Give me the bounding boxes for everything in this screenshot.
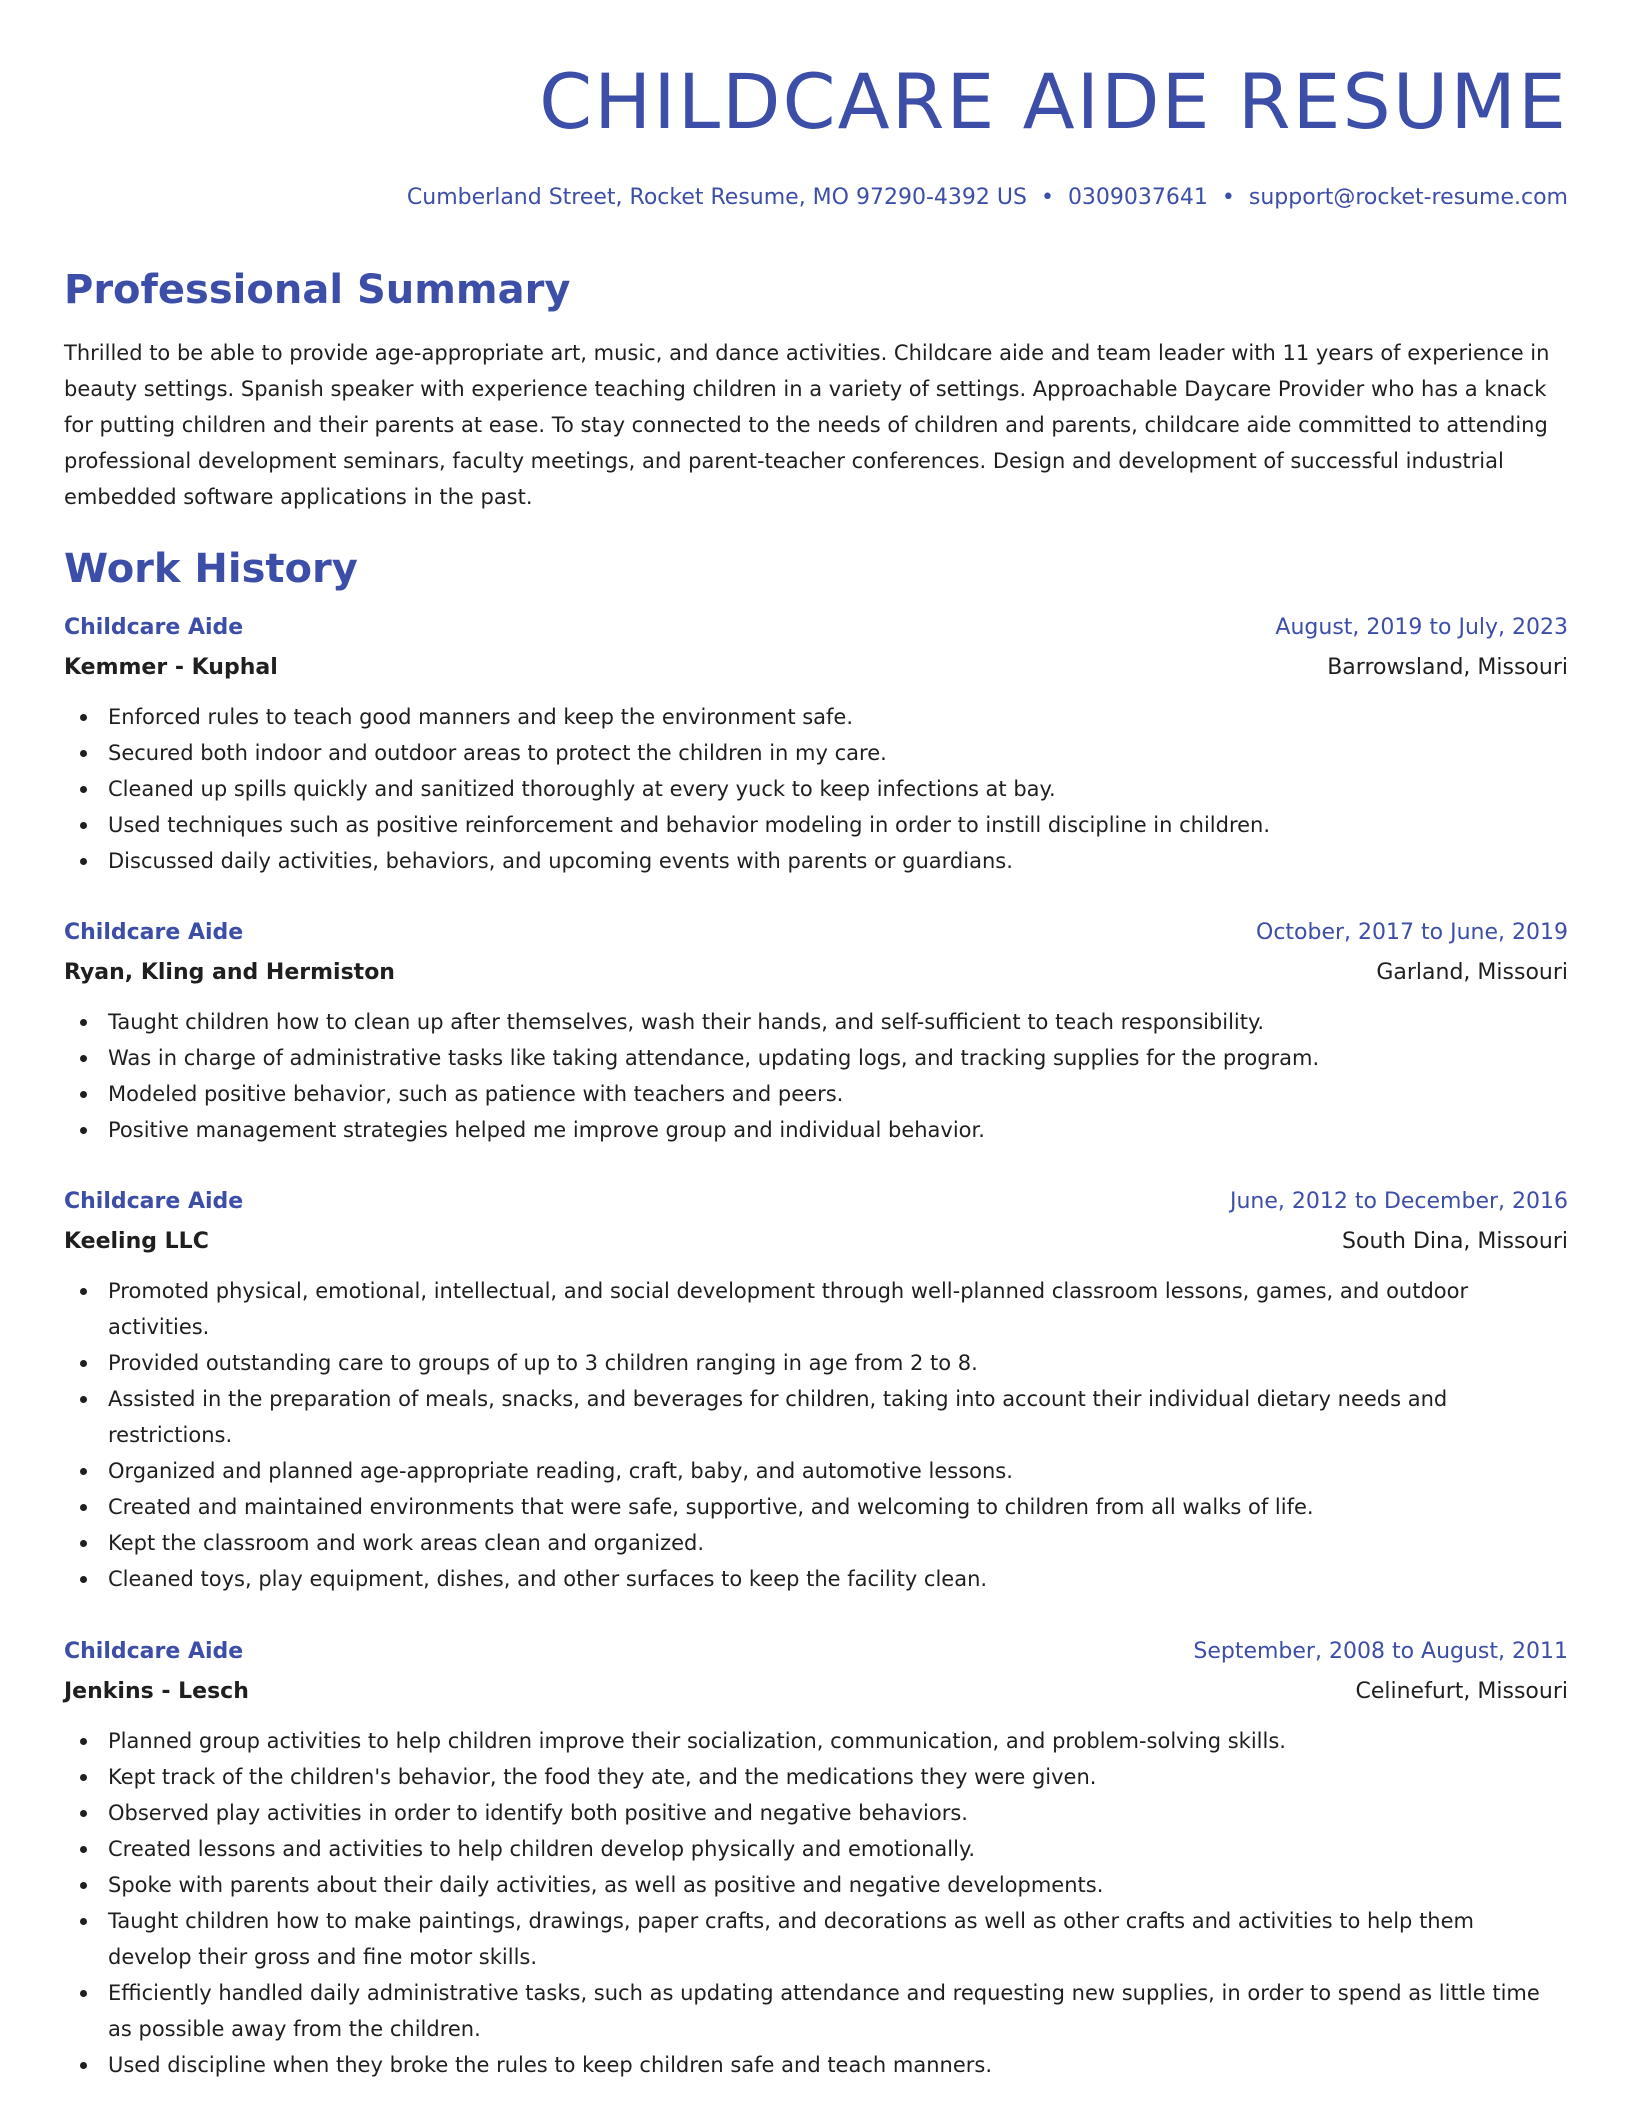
list-item: Taught children how to clean up after themselves, wash their hands, and self-sufficient to teach responsibility. [108,1004,1568,1040]
list-item: Secured both indoor and outdoor areas to protect the children in my care. [108,735,1568,771]
contact-line [407,178,1568,218]
job-company: Jenkins - Lesch [64,1678,249,1704]
list-item: Planned group activities to help children improve their socialization, communication, and problem-solving skills. [108,1723,1568,1759]
list-item: Kept the classroom and work areas clean and organized. [108,1525,1568,1561]
job-title: Childcare Aide [64,614,244,640]
work-history-heading: Work History [64,546,358,592]
list-item: Cleaned up spills quickly and sanitized thoroughly at every yuck to keep infections at bay. [108,771,1568,807]
list-item: Used discipline when they broke the rules to keep children safe and teach manners. [108,2047,1568,2083]
job-company: Keeling LLC [64,1228,209,1254]
job-header-row [64,607,1568,647]
resume-title: CHILDCARE AIDE RESUME [539,57,1568,146]
job-dates: October, 2017 to June, 2019 [1256,919,1568,945]
list-item: Positive management strategies helped me improve group and individual behavior. [108,1112,1568,1148]
job-dates: August, 2019 to July, 2023 [1275,614,1568,640]
list-item: Assisted in the preparation of meals, snacks, and beverages for children, taking into account their individual dietary needs and restrictions. [108,1381,1568,1453]
list-item: Organized and planned age-appropriate reading, craft, baby, and automotive lessons. [108,1453,1568,1489]
contact-address: Cumberland Street, Rocket Resume, MO 97290-4392 US [406,185,1027,210]
job-entry [64,1181,1568,1597]
list-item: Spoke with parents about their daily activities, as well as positive and negative developments. [108,1867,1568,1903]
list-item: Used techniques such as positive reinforcement and behavior modeling in order to instill discipline in children. [108,807,1568,843]
job-company: Kemmer - Kuphal [64,654,278,680]
contact-phone: 0309037641 [1067,185,1208,210]
list-item: Cleaned toys, play equipment, dishes, and other surfaces to keep the facility clean. [108,1561,1568,1597]
list-item: Kept track of the children's behavior, the food they ate, and the medications they were given. [108,1759,1568,1795]
contact-separator: • [1040,185,1054,210]
summary-heading: Professional Summary [64,267,571,313]
job-company-row [64,1221,1568,1261]
job-company: Ryan, Kling and Hermiston [64,959,395,985]
job-entry [64,607,1568,879]
list-item: Discussed daily activities, behaviors, and upcoming events with parents or guardians. [108,843,1568,879]
job-title: Childcare Aide [64,1638,244,1664]
job-entry [64,912,1568,1148]
job-duties-list [64,1723,1568,2083]
list-item: Created and maintained environments that were safe, supportive, and welcoming to children from all walks of life. [108,1489,1568,1525]
job-dates: September, 2008 to August, 2011 [1193,1638,1568,1664]
job-location: Garland, Missouri [1376,959,1568,985]
job-duties-list [64,699,1568,879]
job-title: Childcare Aide [64,1188,244,1214]
list-item: Efficiently handled daily administrative tasks, such as updating attendance and requesting new supplies, in order to spend as little time as possible away from the children. [108,1975,1568,2047]
job-header-row [64,1181,1568,1221]
summary-text: Thrilled to be able to provide age-appropriate art, music, and dance activities. Childcare aide and team leader with 11 years of experience in beauty settings. Spanish speaker with experience teaching children in a variety of settings. Approachable Daycare Provider who has a knack for putting children and their parents at ease. To stay connected to the needs of children and parents, childcare aide committed to attending professional development seminars, faculty meetings, and parent-teacher conferences. Design and development of successful industrial embedded software applications in the past. [64,341,1550,509]
list-item: Enforced rules to teach good manners and keep the environment safe. [108,699,1568,735]
resume-page [64,0,1568,2112]
job-header-row [64,1631,1568,1671]
job-company-row [64,952,1568,992]
list-item: Was in charge of administrative tasks like taking attendance, updating logs, and tracking supplies for the program. [108,1040,1568,1076]
job-location: South Dina, Missouri [1342,1228,1568,1254]
job-company-row [64,647,1568,687]
job-location: Celinefurt, Missouri [1355,1678,1568,1704]
job-company-row [64,1671,1568,1711]
list-item: Observed play activities in order to identify both positive and negative behaviors. [108,1795,1568,1831]
job-header-row [64,912,1568,952]
contact-separator: • [1221,185,1235,210]
list-item: Created lessons and activities to help children develop physically and emotionally. [108,1831,1568,1867]
job-duties-list [64,1273,1568,1597]
list-item: Promoted physical, emotional, intellectual, and social development through well-planned classroom lessons, games, and outdoor activities. [108,1273,1568,1345]
contact-email[interactable]: support@rocket-resume.com [1248,185,1568,210]
job-title: Childcare Aide [64,919,244,945]
list-item: Provided outstanding care to groups of up to 3 children ranging in age from 2 to 8. [108,1345,1568,1381]
list-item: Modeled positive behavior, such as patience with teachers and peers. [108,1076,1568,1112]
job-dates: June, 2012 to December, 2016 [1229,1188,1568,1214]
job-location: Barrowsland, Missouri [1327,654,1568,680]
job-duties-list [64,1004,1568,1148]
list-item: Taught children how to make paintings, drawings, paper crafts, and decorations as well as other crafts and activities to help them develop their gross and fine motor skills. [108,1903,1568,1975]
job-entry [64,1631,1568,2083]
